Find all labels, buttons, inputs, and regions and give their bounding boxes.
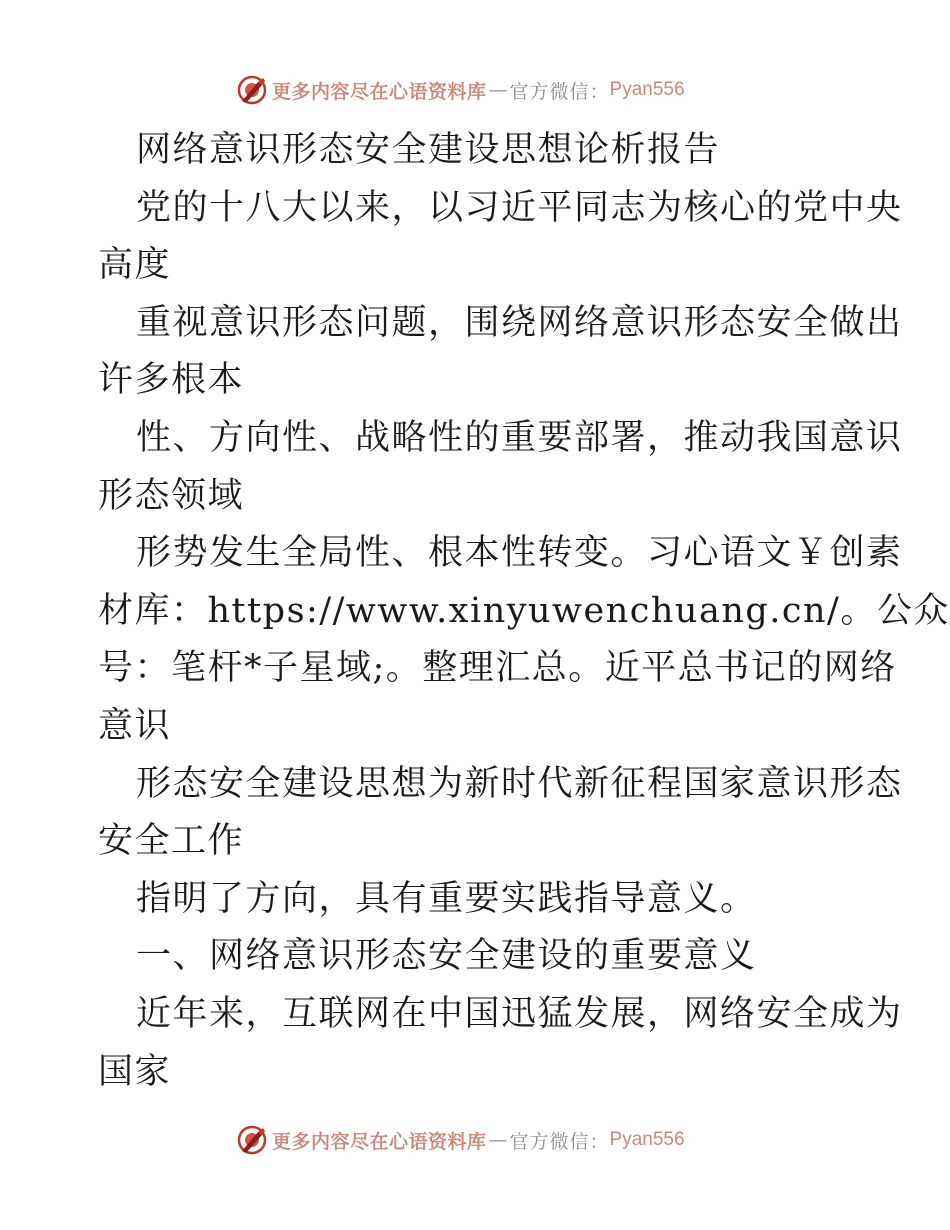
pen-logo-icon (236, 74, 268, 106)
document-line: 国家 (98, 1051, 172, 1092)
banner-dash: — (488, 79, 508, 101)
document-line: 高度 (98, 245, 172, 286)
document-line: 安全工作 (98, 821, 245, 862)
document-line: 近年来，互联网在中国迅猛发展，网络安全成为 (136, 993, 903, 1034)
document-line: 意识 (98, 705, 172, 746)
banner-dash: — (488, 1129, 508, 1151)
document-line: 形势发生全局性、根本性转变。习心语文￥创素 (136, 533, 903, 574)
document-line: 许多根本 (98, 360, 245, 401)
banner-contact-id: Pyan556 (609, 79, 685, 100)
banner-contact-id: Pyan556 (609, 1129, 685, 1150)
document-line: 号：笔杆*子星域;。整理汇总。近平总书记的网络 (98, 648, 897, 689)
banner-promo-text: 更多内容尽在心语资料库 (272, 1130, 487, 1153)
document-line: 材库：https://www.xinyuwenchuang.cn/。公众 (98, 590, 950, 631)
document-line: 性、方向性、战略性的重要部署，推动我国意识 (136, 417, 903, 458)
document-line: 形态领域 (98, 475, 245, 516)
header-banner (236, 72, 685, 108)
pen-logo-icon (236, 1124, 268, 1156)
document-line: 网络意识形态安全建设思想论析报告 (136, 130, 721, 170)
document-line: 一、网络意识形态安全建设的重要意义 (136, 936, 757, 977)
document-line: 重视意识形态问题，围绕网络意识形态安全做出 (136, 302, 903, 343)
footer-banner (236, 1122, 685, 1158)
document-line: 党的十八大以来，以习近平同志为核心的党中央 (136, 187, 903, 228)
document-body (98, 122, 950, 1101)
document-line: 指明了方向，具有重要实践指导意义。 (136, 878, 757, 919)
banner-promo-text: 更多内容尽在心语资料库 (272, 80, 487, 103)
banner-contact-label: 官方微信： (509, 80, 610, 103)
banner-contact-label: 官方微信： (509, 1130, 610, 1153)
document-line: 形态安全建设思想为新时代新征程国家意识形态 (136, 763, 903, 804)
